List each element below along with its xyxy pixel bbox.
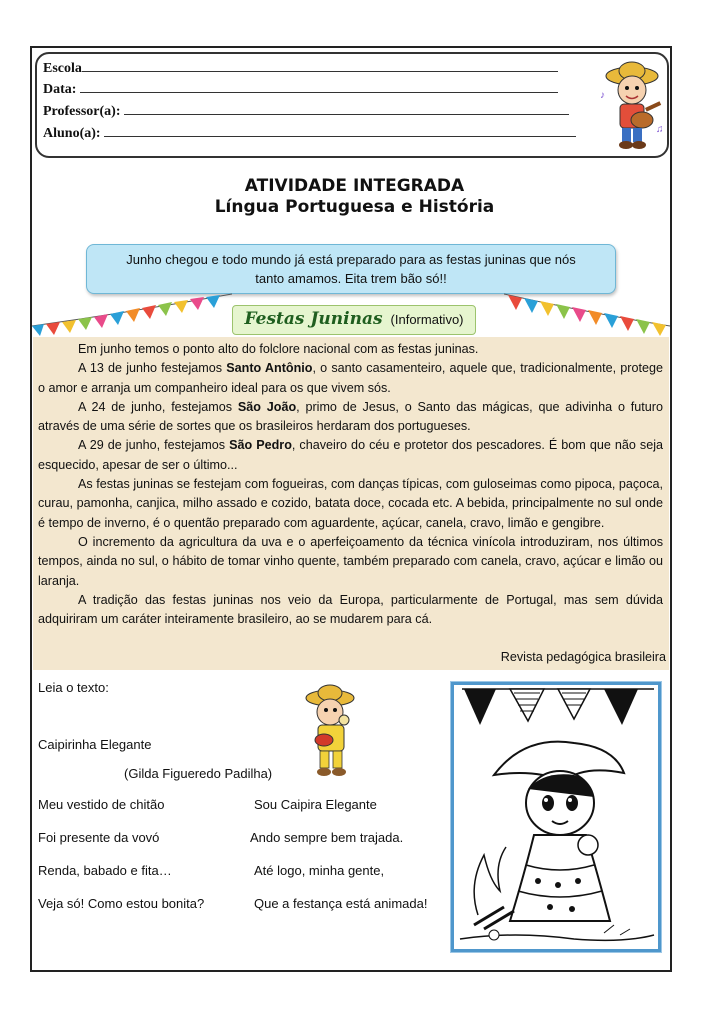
poem-right-line-3: Até logo, minha gente, bbox=[254, 863, 385, 878]
sub-title: Língua Portuguesa e História bbox=[214, 197, 495, 217]
date-row bbox=[43, 81, 558, 98]
teacher-field[interactable] bbox=[124, 103, 569, 115]
banner-line-1: Junho chegou e todo mundo já está preparado para as festas juninas que nós bbox=[126, 252, 576, 267]
teacher-label: Professor(a): bbox=[43, 104, 121, 119]
article-source: Revista pedagógica brasileira bbox=[500, 650, 666, 664]
banner-line-2: tanto amamos. Eita trem bão só!! bbox=[255, 271, 447, 286]
paragraph-5: As festas juninas se festejam com fogueiras, com danças típicas, com guloseimas como pipoca, paçoca, curau, pamonha, canjica, milho assado e cozido, batata doce, cocada etc. A bebida, principalmente no sul onde é tempo de inverno, é o quentão preparado com aguardente, açúcar, canela, cravo, limão e gengibre. bbox=[38, 477, 663, 530]
paragraph-1: Em junho temos o ponto alto do folclore nacional com as festas juninas. bbox=[78, 342, 479, 356]
school-row bbox=[43, 60, 558, 77]
section-title-name: Festas Juninas bbox=[244, 309, 383, 329]
date-field[interactable] bbox=[80, 81, 558, 93]
teacher-row bbox=[43, 103, 569, 120]
girl-drawing-icon bbox=[454, 685, 658, 949]
article-text bbox=[38, 340, 663, 629]
poem-intro: Leia o texto: bbox=[38, 680, 109, 695]
student-label: Aluno(a): bbox=[43, 126, 101, 141]
svg-text:♫: ♫ bbox=[656, 124, 664, 135]
poem-author: (Gilda Figueredo Padilha) bbox=[124, 766, 273, 781]
bunting-right-icon bbox=[504, 292, 670, 336]
coloring-picture-frame bbox=[451, 682, 661, 952]
paragraph-3: A 24 de junho, festejamos São João, primo de Jesus, o Santo das mágicas, que adivinha o futuro através de uma série de sortes que os brasileiros herdaram dos portugueses. bbox=[38, 399, 663, 434]
svg-text:♪: ♪ bbox=[600, 90, 605, 101]
poem-right-line-2: Ando sempre bem trajada. bbox=[250, 830, 404, 845]
paragraph-4: A 29 de junho, festejamos São Pedro, chaveiro do céu e protetor dos pescadores. É bom que não seja esquecido, apesar de ser o último... bbox=[38, 438, 663, 472]
date-label: Data: bbox=[43, 82, 77, 97]
boy-guitar-icon bbox=[598, 54, 668, 152]
poem-left-line-4: Veja só! Como estou bonita? bbox=[38, 896, 205, 911]
school-field[interactable] bbox=[82, 60, 558, 72]
poem-left-line-1: Meu vestido de chitão bbox=[38, 797, 165, 812]
poem-title: Caipirinha Elegante bbox=[38, 737, 152, 752]
bunting-left-icon bbox=[32, 292, 232, 336]
section-title-kind: (Informativo) bbox=[390, 312, 464, 327]
intro-banner bbox=[86, 244, 616, 294]
paragraph-7: A tradição das festas juninas nos veio da Europa, particularmente de Portugal, mas sem dúvida adquiriram um caráter inteiramente brasileiro, ao se mudarem para cá. bbox=[38, 592, 663, 627]
poem-left-line-3: Renda, babado e fita… bbox=[38, 863, 172, 878]
poem-left-line-2: Foi presente da vovó bbox=[38, 830, 160, 845]
header-form bbox=[35, 52, 669, 158]
poem-right-line-4: Que a festança está animada! bbox=[254, 896, 428, 911]
boy-eating-icon bbox=[300, 680, 364, 780]
school-label: Escola bbox=[43, 61, 82, 76]
paragraph-2: A 13 de junho festejamos Santo Antônio, o santo casamenteiro, aquele que, tradicionalmente, protege o amor e arranja um companheiro ideal para os que vivem sós. bbox=[38, 361, 663, 395]
main-title: ATIVIDADE INTEGRADA bbox=[244, 176, 465, 196]
student-field[interactable] bbox=[104, 125, 576, 137]
poem-right-line-1: Sou Caipira Elegante bbox=[254, 797, 377, 812]
section-title bbox=[232, 305, 476, 335]
paragraph-6: O incremento da agricultura da uva e o aperfeiçoamento da técnica vinícola introduziram, nos últimos tempos, ainda no sul, o hábito de tomar vinho quente, também preparado com canela, cravo, açúcar e limão ou laranja. bbox=[38, 534, 663, 588]
student-row bbox=[43, 125, 576, 142]
